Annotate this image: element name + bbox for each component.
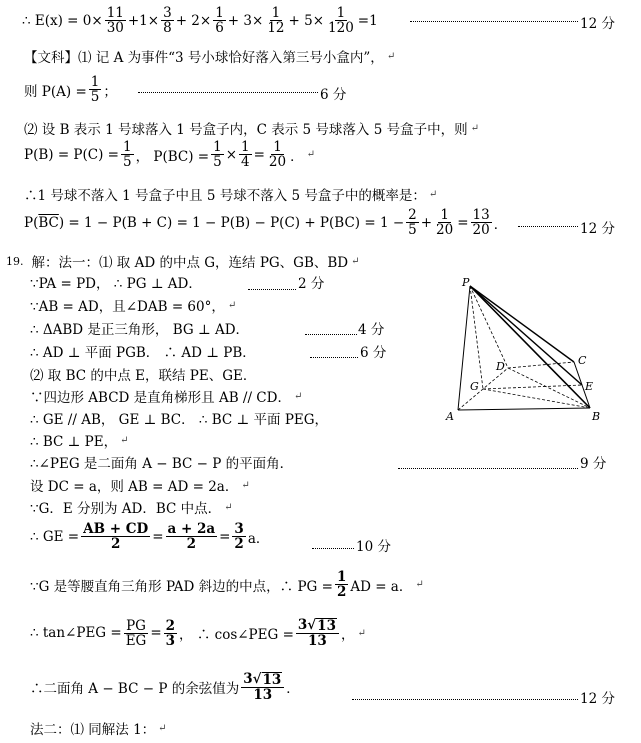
fraction: $\frac{1}{20}$ bbox=[268, 139, 287, 171]
answer-line: ∴1 号球不落入 1 号盒子中且 5 号球不落入 5 号盒子中的概率是： ↵ bbox=[24, 188, 438, 204]
label-d: D bbox=[496, 360, 505, 373]
answer-line-expectation: ∴ E(x) = 0× $\frac{11}{30}$ +1× $\frac{3}{8}$ + 2× $\frac{1}{6}$ + 3× $\frac{1}{12}$ + 5× $\frac{1}{120}$ =1 bbox=[22, 5, 378, 37]
score-label: 2 分 bbox=[298, 276, 325, 292]
fraction: $\frac{2}{5}$ bbox=[408, 207, 417, 239]
fraction: $\frac{13}{20}$ bbox=[472, 207, 490, 239]
step: 法二：⑴ 同解法 1： ↵ bbox=[30, 722, 167, 738]
fraction: $\frac{1}{2}$ bbox=[336, 569, 347, 601]
fraction: $\frac{1}{6}$ bbox=[215, 5, 224, 37]
step-cos-result: ∴二面角 A − BC − P 的余弦值为 3√ 13 13 ． bbox=[30, 671, 300, 704]
score-leader bbox=[305, 334, 357, 335]
step: 设 DC = a，则 AB = AD = 2a． ↵ bbox=[30, 479, 250, 495]
step: ∵四边形 ABCD 是直角梯形且 AB // CD． ↵ bbox=[30, 390, 303, 406]
pyramid-figure bbox=[438, 272, 608, 432]
score-label: 6 分 bbox=[360, 345, 387, 361]
score-leader bbox=[410, 21, 578, 22]
step: ∵PA = PD， ∴ PG ⊥ AD． bbox=[30, 276, 202, 292]
score-leader bbox=[312, 548, 354, 549]
fraction: $\frac{AB + CD}{2}$ bbox=[83, 521, 149, 553]
fraction: $\frac{1}{4}$ bbox=[241, 139, 250, 171]
fraction: $\frac{a + 2a}{2}$ bbox=[167, 521, 216, 553]
answer-line: 则 P(A) = $\frac{1}{5}$ ； bbox=[24, 74, 117, 106]
fraction: $\frac{1}{12}$ bbox=[267, 5, 285, 37]
complement-event: $\overline{BC}$ bbox=[38, 214, 59, 231]
step-ge: ∴ GE = $\frac{AB + CD}{2}$ = $\frac{a + 2a}{2}$ = $\frac{3}{2}$ a． bbox=[30, 521, 270, 553]
score-leader bbox=[248, 289, 296, 290]
fraction: $\frac{3}{2}$ bbox=[234, 521, 244, 553]
answer-line: P(B) = P(C) = $\frac{1}{5}$ ， P(BC) = $\frac{1}{5}$ × $\frac{1}{4}$ = $\frac{1}{20}$ ． ↵ bbox=[24, 139, 315, 171]
step: ∴∠PEG 是二面角 A − BC − P 的平面角． bbox=[30, 456, 294, 472]
fraction: $\frac{2}{3}$ bbox=[165, 617, 176, 649]
score-label: 12 分 bbox=[580, 16, 615, 32]
fraction: $\frac{1}{5}$ bbox=[90, 74, 100, 106]
step-pg: ∵G 是等腰直角三角形 PAD 斜边的中点，∴ PG = $\frac{1}{2}$ AD = a． ↵ bbox=[30, 569, 424, 601]
step: ⑵ 取 BC 的中点 E，联结 PE、GE． bbox=[30, 368, 257, 384]
score-label: 12 分 bbox=[580, 221, 615, 237]
label-a: A bbox=[446, 410, 454, 423]
step: ∴ GE // AB， GE ⊥ BC． ∴ BC ⊥ 平面 PEG， bbox=[30, 412, 329, 428]
fraction: $\frac{1}{5}$ bbox=[122, 139, 132, 171]
fraction: $\frac{1}{5}$ bbox=[213, 139, 222, 171]
text: ∴ E(x) = 0× bbox=[22, 12, 103, 29]
fraction: 3√ 13 13 bbox=[241, 672, 284, 702]
fraction: $\frac{PG}{EG}$ bbox=[125, 617, 147, 649]
step: ∴ ΔABD 是正三角形， BG ⊥ AD． bbox=[30, 322, 250, 338]
fraction: $\frac{1}{20}$ bbox=[436, 207, 454, 239]
step: ∵G．E 分别为 AD．BC 中点． ↵ bbox=[30, 501, 233, 517]
answer-line: 【文科】⑴ 记 A 为事件“3 号小球恰好落入第三号小盒内”， ↵ bbox=[24, 50, 396, 66]
fraction: 3√ 13 13 bbox=[296, 618, 339, 648]
step: ∵AB = AD，且∠DAB = 60°， ↵ bbox=[30, 299, 237, 315]
score-leader bbox=[352, 699, 578, 700]
label-c: C bbox=[578, 354, 587, 367]
score-leader bbox=[518, 226, 578, 227]
answer-line: ⑵ 设 B 表示 1 号球落入 1 号盒子内，C 表示 5 号球落入 5 号盒子中，则 ↵ bbox=[24, 122, 479, 138]
score-label: 4 分 bbox=[358, 322, 385, 338]
score-label: 6 分 bbox=[320, 87, 347, 103]
label-b: B bbox=[592, 410, 601, 423]
score-label: 9 分 bbox=[580, 456, 607, 472]
step: ∴ BC ⊥ PE， ↵ bbox=[30, 434, 129, 450]
label-g: G bbox=[470, 380, 479, 393]
score-leader bbox=[138, 92, 318, 93]
score-leader bbox=[310, 357, 358, 358]
problem-19-heading: 19. 解：法一：⑴ 取 AD 的中点 G，连结 PG、GB、BD ↵ bbox=[6, 254, 360, 271]
fraction: $\frac{1}{120}$ bbox=[328, 5, 354, 37]
score-leader bbox=[398, 468, 578, 469]
score-label: 10 分 bbox=[356, 539, 391, 555]
score-label: 12 分 bbox=[580, 691, 615, 707]
fraction: $\frac{11}{30}$ bbox=[106, 5, 124, 37]
label-e: E bbox=[585, 380, 594, 393]
step: ∴ AD ⊥ 平面 PGB． ∴ AD ⊥ PB． bbox=[30, 345, 256, 361]
answer-line-probability: P( $\overline{BC}$ ) = 1 − P(B + C) = 1 − P(B) − P(C) + P(BC) = 1 − $\frac{2}{5}$ + $\frac{1}{20}$ = $\frac{13}{20}$ ． bbox=[24, 207, 508, 239]
step-tan: ∴ tan∠PEG = $\frac{PG}{EG}$ = $\frac{2}{3}$ ， ∴ cos∠PEG = 3√ 13 13 ， ↵ bbox=[30, 617, 366, 650]
label-p: P bbox=[462, 276, 470, 289]
fraction: $\frac{3}{8}$ bbox=[163, 5, 172, 37]
